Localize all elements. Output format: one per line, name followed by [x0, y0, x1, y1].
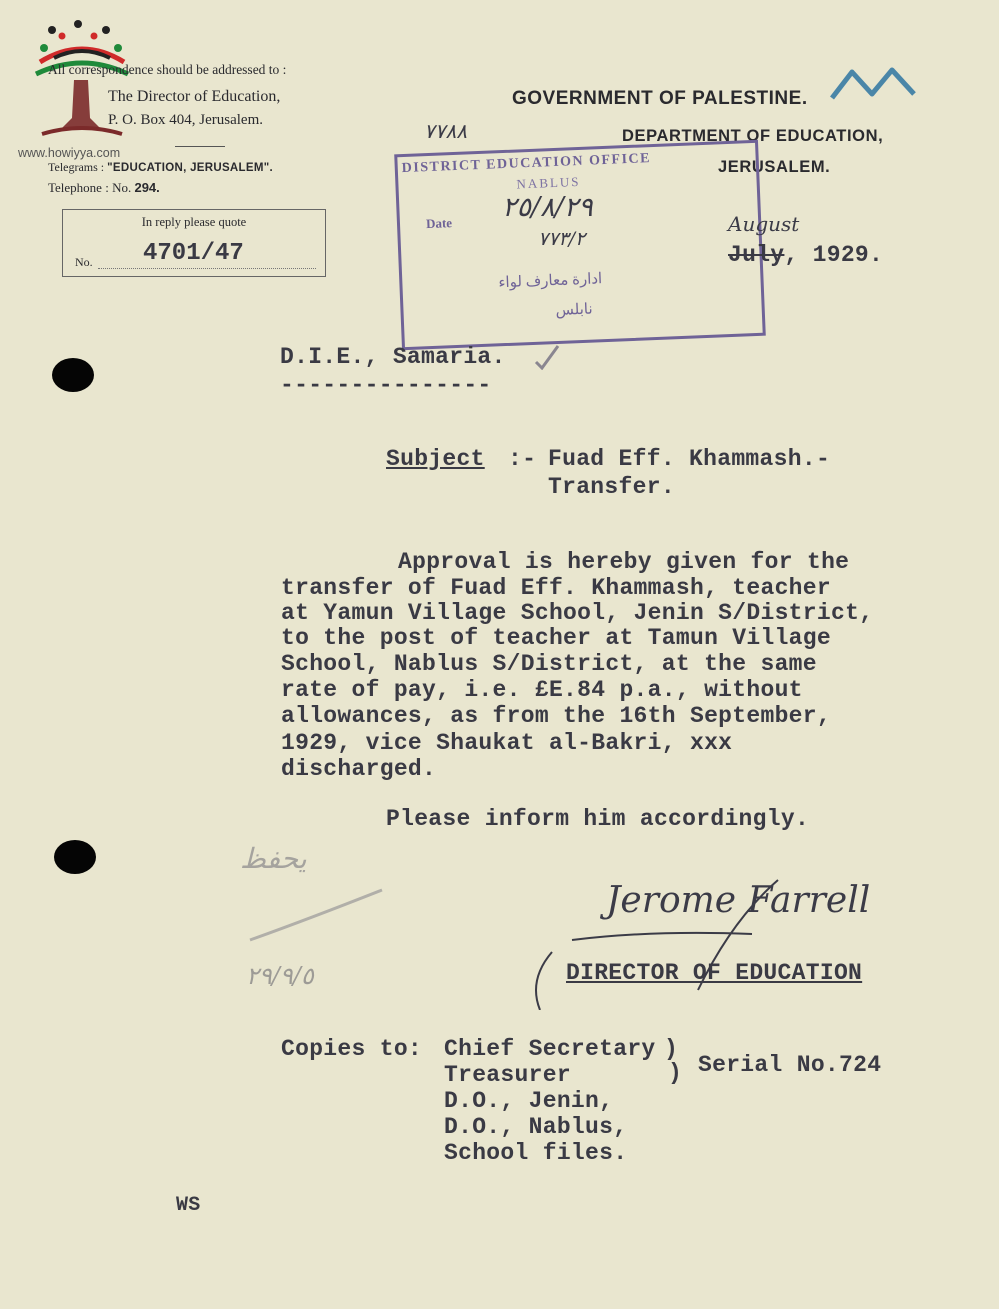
- telephone-line: [48, 180, 160, 196]
- body-line: allowances, as from the 16th September,: [281, 703, 831, 729]
- marginal-note: يحفظ: [240, 842, 307, 875]
- copy-recipient: D.O., Nablus,: [444, 1114, 628, 1140]
- marginal-strokes-icon: [246, 880, 386, 950]
- recipient: D.I.E., Samaria.: [280, 344, 506, 370]
- address-line-2: The Director of Education,: [108, 88, 281, 105]
- punch-hole: [54, 840, 96, 874]
- director-title: DIRECTOR OF EDUCATION: [566, 960, 863, 986]
- handwritten-mark: ٧٧٨٨: [424, 119, 467, 143]
- department-heading: DEPARTMENT OF EDUCATION,: [622, 127, 884, 145]
- reply-no-rule: [98, 268, 316, 269]
- typist-initials: WS: [176, 1194, 201, 1217]
- recipient-underline: ---------------: [280, 372, 492, 398]
- logo-tree-trunk-icon: [60, 80, 102, 130]
- closing-line: Please inform him accordingly.: [386, 806, 810, 832]
- stamp-date-label: Date: [425, 215, 453, 232]
- body-line: 1929, vice Shaukat al-Bakri, xxx: [281, 730, 733, 756]
- body-line: Approval is hereby given for the: [398, 549, 850, 575]
- telephone-value: 294.: [134, 180, 160, 195]
- telephone-label: Telephone : No.: [48, 180, 132, 195]
- body-line: rate of pay, i.e. £E.84 p.a., without: [281, 677, 803, 703]
- subject-separator: :-: [508, 446, 537, 472]
- reply-reference-box: [62, 209, 326, 277]
- subject-line-1: Fuad Eff. Khammash.-: [548, 446, 831, 472]
- signature: Jerome Farrell: [606, 880, 871, 921]
- month-handwritten: August: [728, 212, 800, 236]
- reply-hint: In reply please quote: [141, 215, 247, 229]
- body-line: transfer of Fuad Eff. Khammash, teacher: [281, 575, 831, 601]
- marginal-date: ٢٩/٩/٥: [246, 962, 314, 990]
- copies-label: Copies to:: [281, 1036, 423, 1062]
- copy-recipient: Treasurer: [444, 1062, 571, 1088]
- date-year: , 1929.: [784, 242, 884, 268]
- address-line-3: P. O. Box 404, Jerusalem.: [108, 112, 263, 128]
- stamp-office: DISTRICT EDUCATION OFFICE: [401, 151, 652, 177]
- tick-icon: [532, 344, 562, 370]
- copies-bracket: ): [668, 1060, 683, 1086]
- body-line: School, Nablus S/District, at the same: [281, 651, 817, 677]
- body-line: discharged.: [281, 756, 437, 782]
- government-heading: GOVERNMENT OF PALESTINE.: [512, 88, 808, 109]
- telegrams-line: [48, 160, 273, 175]
- letter-date: [728, 242, 883, 268]
- stamp-arabic-line-2: نابلس: [555, 301, 593, 320]
- telegrams-value: "EDUCATION, JERUSALEM".: [107, 162, 273, 174]
- copy-recipient: D.O., Jenin,: [444, 1088, 614, 1114]
- stamp-handwritten-date: ٢٥/٨/٢٩: [502, 192, 593, 223]
- serial-number: Serial No.724: [698, 1052, 882, 1078]
- telegrams-label: Telegrams :: [48, 160, 105, 174]
- reply-number: 4701/47: [143, 240, 244, 267]
- department-city: JERUSALEM.: [718, 158, 831, 176]
- month-struck: July: [728, 242, 785, 268]
- copy-recipient: School files.: [444, 1140, 628, 1166]
- address-line-1: All correspondence should be addressed to :: [48, 62, 287, 77]
- punch-hole: [52, 358, 94, 392]
- copy-recipient: Chief Secretary: [444, 1036, 656, 1062]
- copies-bracket: ): [664, 1036, 679, 1062]
- reply-no-label: No.: [75, 255, 93, 269]
- signature-flourish-icon: [532, 860, 812, 1010]
- stamp-city: NABLUS: [516, 173, 581, 192]
- stamp-handwritten-ref: ٧٧٣/٢: [538, 228, 586, 250]
- check-mark-icon: [828, 64, 918, 104]
- stamp-arabic-line-1: ادارة معارف لواء: [498, 271, 603, 292]
- body-line: at Yamun Village School, Jenin S/District,: [281, 600, 874, 626]
- subject-line-2: Transfer.: [548, 474, 675, 500]
- body-line: to the post of teacher at Tamun Village: [281, 625, 831, 651]
- watermark-url: www.howiyya.com: [18, 146, 121, 160]
- address-divider: [175, 146, 225, 147]
- subject-label: Subject: [386, 446, 485, 472]
